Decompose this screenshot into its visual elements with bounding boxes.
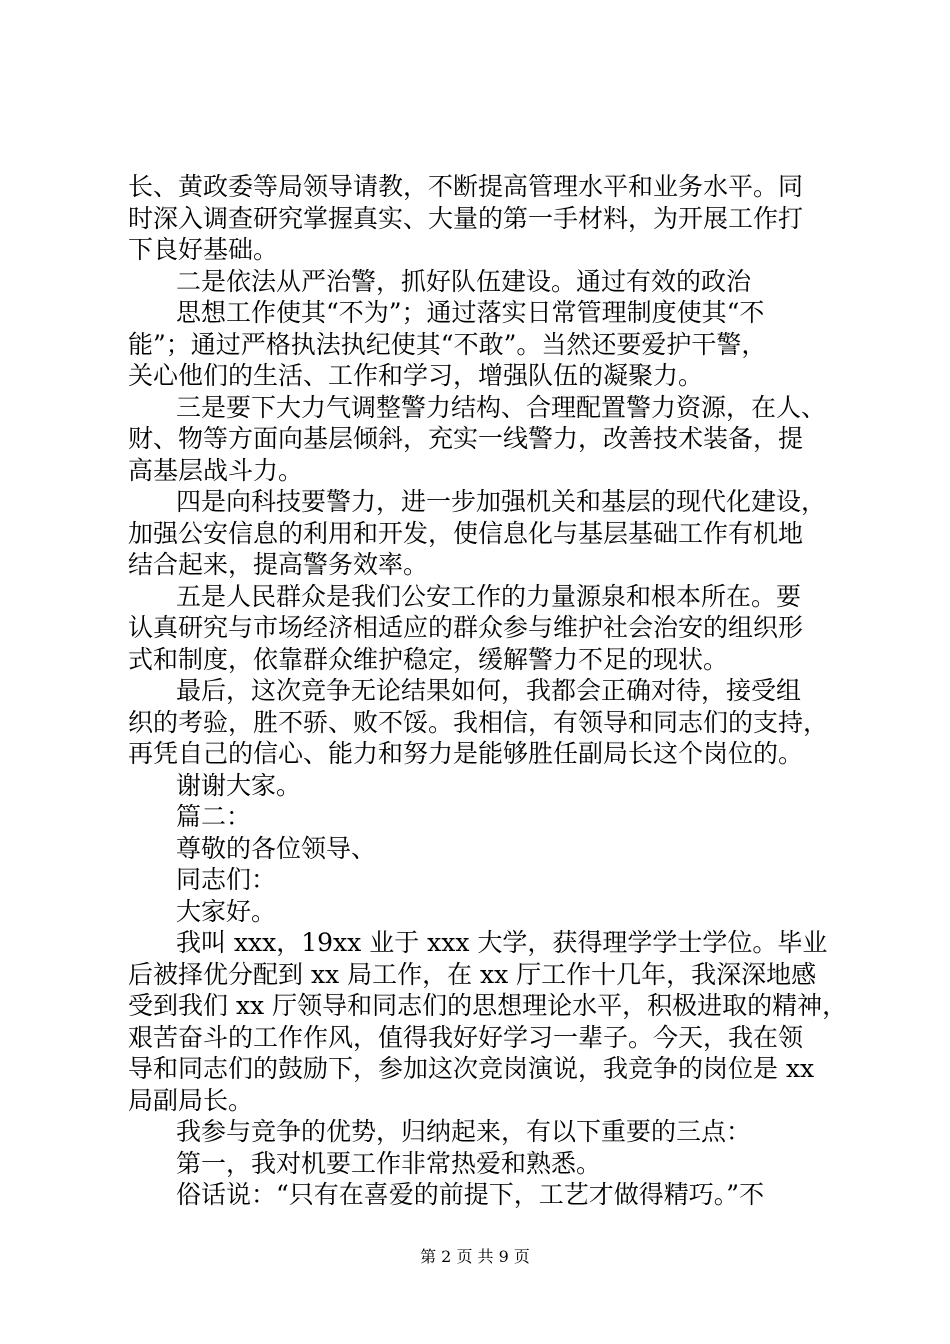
text-line: 思想工作使其“不为”；通过落实日常管理制度使其“不 — [176, 298, 765, 327]
text-line: 我叫 xxx，19xx 业于 xxx 大学，获得理学学士学位。毕业 — [176, 928, 828, 957]
text-line: 三是要下大力气调整警力结构、合理配置警力资源，在人、 — [176, 392, 827, 422]
text-line: 时深入调查研究掌握真实、大量的第一手材料，为开展工作打 — [128, 203, 804, 233]
text-line: 织的考验，胜不骄、败不馁。我相信，有领导和同志们的支持， — [128, 707, 829, 737]
text-line: 谢谢大家。 — [176, 770, 302, 800]
text-line: 加强公安信息的利用和开发，使信息化与基层基础工作有机地 — [128, 518, 804, 548]
text-line: 式和制度，依靠群众维护稳定，缓解警力不足的现状。 — [128, 644, 729, 674]
text-line: 最后，这次竞争无论结果如何，我都会正确对待，接受组 — [176, 676, 802, 705]
text-line: 高基层战斗力。 — [128, 455, 304, 485]
text-line: 我参与竞争的优势，归纳起来，有以下重要的三点： — [176, 1117, 752, 1146]
text-line: 再凭自己的信心、能力和努力是能够胜任副局长这个岗位的。 — [128, 739, 804, 768]
text-line: 尊敬的各位领导、 — [176, 833, 377, 863]
text-line: 俗话说：“只有在喜爱的前提下，工艺才做得精巧。”不 — [176, 1180, 765, 1209]
text-line: 导和同志们的鼓励下，参加这次竞岗演说，我竞争的岗位是 xx — [128, 1054, 815, 1083]
document-body — [128, 171, 848, 1211]
text-line: 大家好。 — [176, 896, 277, 926]
text-line: 财、物等方面向基层倾斜，充实一线警力，改善技术装备，提 — [128, 424, 804, 453]
text-line: 下良好基础。 — [128, 235, 279, 264]
text-line: 认真研究与市场经济相适应的群众参与维护社会治安的组织形 — [128, 613, 804, 642]
text-line: 长、黄政委等局领导请教，不断提高管理水平和业务水平。同 — [128, 172, 804, 201]
text-line: 二是依法从严治警，抓好队伍建设。通过有效的政治 — [176, 266, 752, 296]
text-line: 艰苦奋斗的工作作风，值得我好好学习一辈子。今天，我在领 — [128, 1022, 804, 1052]
text-line: 关心他们的生活、工作和学习，增强队伍的凝聚力。 — [128, 361, 704, 390]
text-line: 篇二： — [176, 802, 252, 831]
text-line: 能”；通过严格执法执纪使其“不敢”。当然还要爱护干警， — [128, 329, 767, 359]
text-line: 四是向科技要警力，进一步加强机关和基层的现代化建设， — [176, 487, 827, 516]
text-line: 结合起来，提高警务效率。 — [128, 550, 429, 579]
text-line: 五是人民群众是我们公安工作的力量源泉和根本所在。要 — [176, 581, 802, 611]
text-line: 同志们： — [176, 865, 277, 894]
page-footer: 第 2 页 共 9 页 — [420, 1247, 530, 1266]
text-line: 第一，我对机要工作非常热爱和熟悉。 — [176, 1148, 602, 1178]
text-line: 后被择优分配到 xx 局工作，在 xx 厅工作十几年，我深深地感 — [128, 959, 817, 989]
text-line: 受到我们 xx 厅领导和同志们的思想理论水平，积极进取的精神， — [128, 991, 848, 1020]
text-line: 局副局长。 — [128, 1085, 254, 1115]
